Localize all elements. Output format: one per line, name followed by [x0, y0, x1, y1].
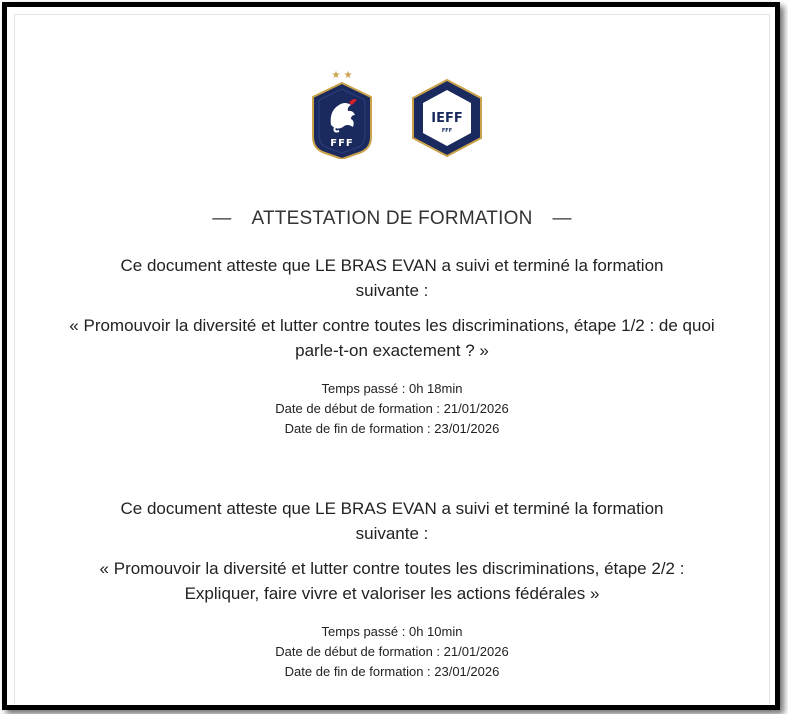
- certificate-entry: [15, 496, 769, 682]
- time-spent: Temps passé : 0h 10min: [321, 624, 463, 639]
- certificate-title: ATTESTATION DE FORMATION: [251, 208, 533, 229]
- certificate-title-row: [15, 208, 769, 230]
- fff-label: FFF: [330, 138, 354, 149]
- course-details: [15, 379, 769, 439]
- certificate-entry: [15, 253, 769, 439]
- title-dash-right: —: [552, 208, 572, 229]
- fff-stars: ★ ★: [331, 70, 353, 81]
- end-date: Date de fin de formation : 23/01/2026: [284, 664, 500, 679]
- attestation-statement: Ce document atteste que LE BRAS EVAN a suivi et terminé la formation suivante :: [120, 256, 664, 300]
- start-date: Date de début de formation : 21/01/2026: [275, 401, 509, 416]
- certificate-page: [14, 14, 770, 704]
- time-spent: Temps passé : 0h 18min: [321, 381, 463, 396]
- start-date: Date de début de formation : 21/01/2026: [275, 644, 509, 659]
- course-title: « Promouvoir la diversité et lutter contre toutes les discriminations, étape 1/2 : de quoi parle-t-on exactement ? »: [69, 316, 715, 360]
- title-dash-left: —: [212, 208, 232, 229]
- ieff-sublabel: FFF: [441, 128, 453, 134]
- attestation-statement: Ce document atteste que LE BRAS EVAN a suivi et terminé la formation suivante :: [120, 499, 664, 543]
- fff-logo: [307, 67, 377, 159]
- logo-row: [15, 67, 769, 167]
- ieff-label: IEFF: [431, 111, 463, 126]
- certificate-frame: [2, 2, 780, 710]
- ieff-logo: [411, 78, 483, 158]
- course-details: [15, 622, 769, 682]
- end-date: Date de fin de formation : 23/01/2026: [284, 421, 500, 436]
- course-title: « Promouvoir la diversité et lutter contre toutes les discriminations, étape 2/2 : Expliquer, faire vivre et valoriser les actions fédérales »: [99, 559, 685, 603]
